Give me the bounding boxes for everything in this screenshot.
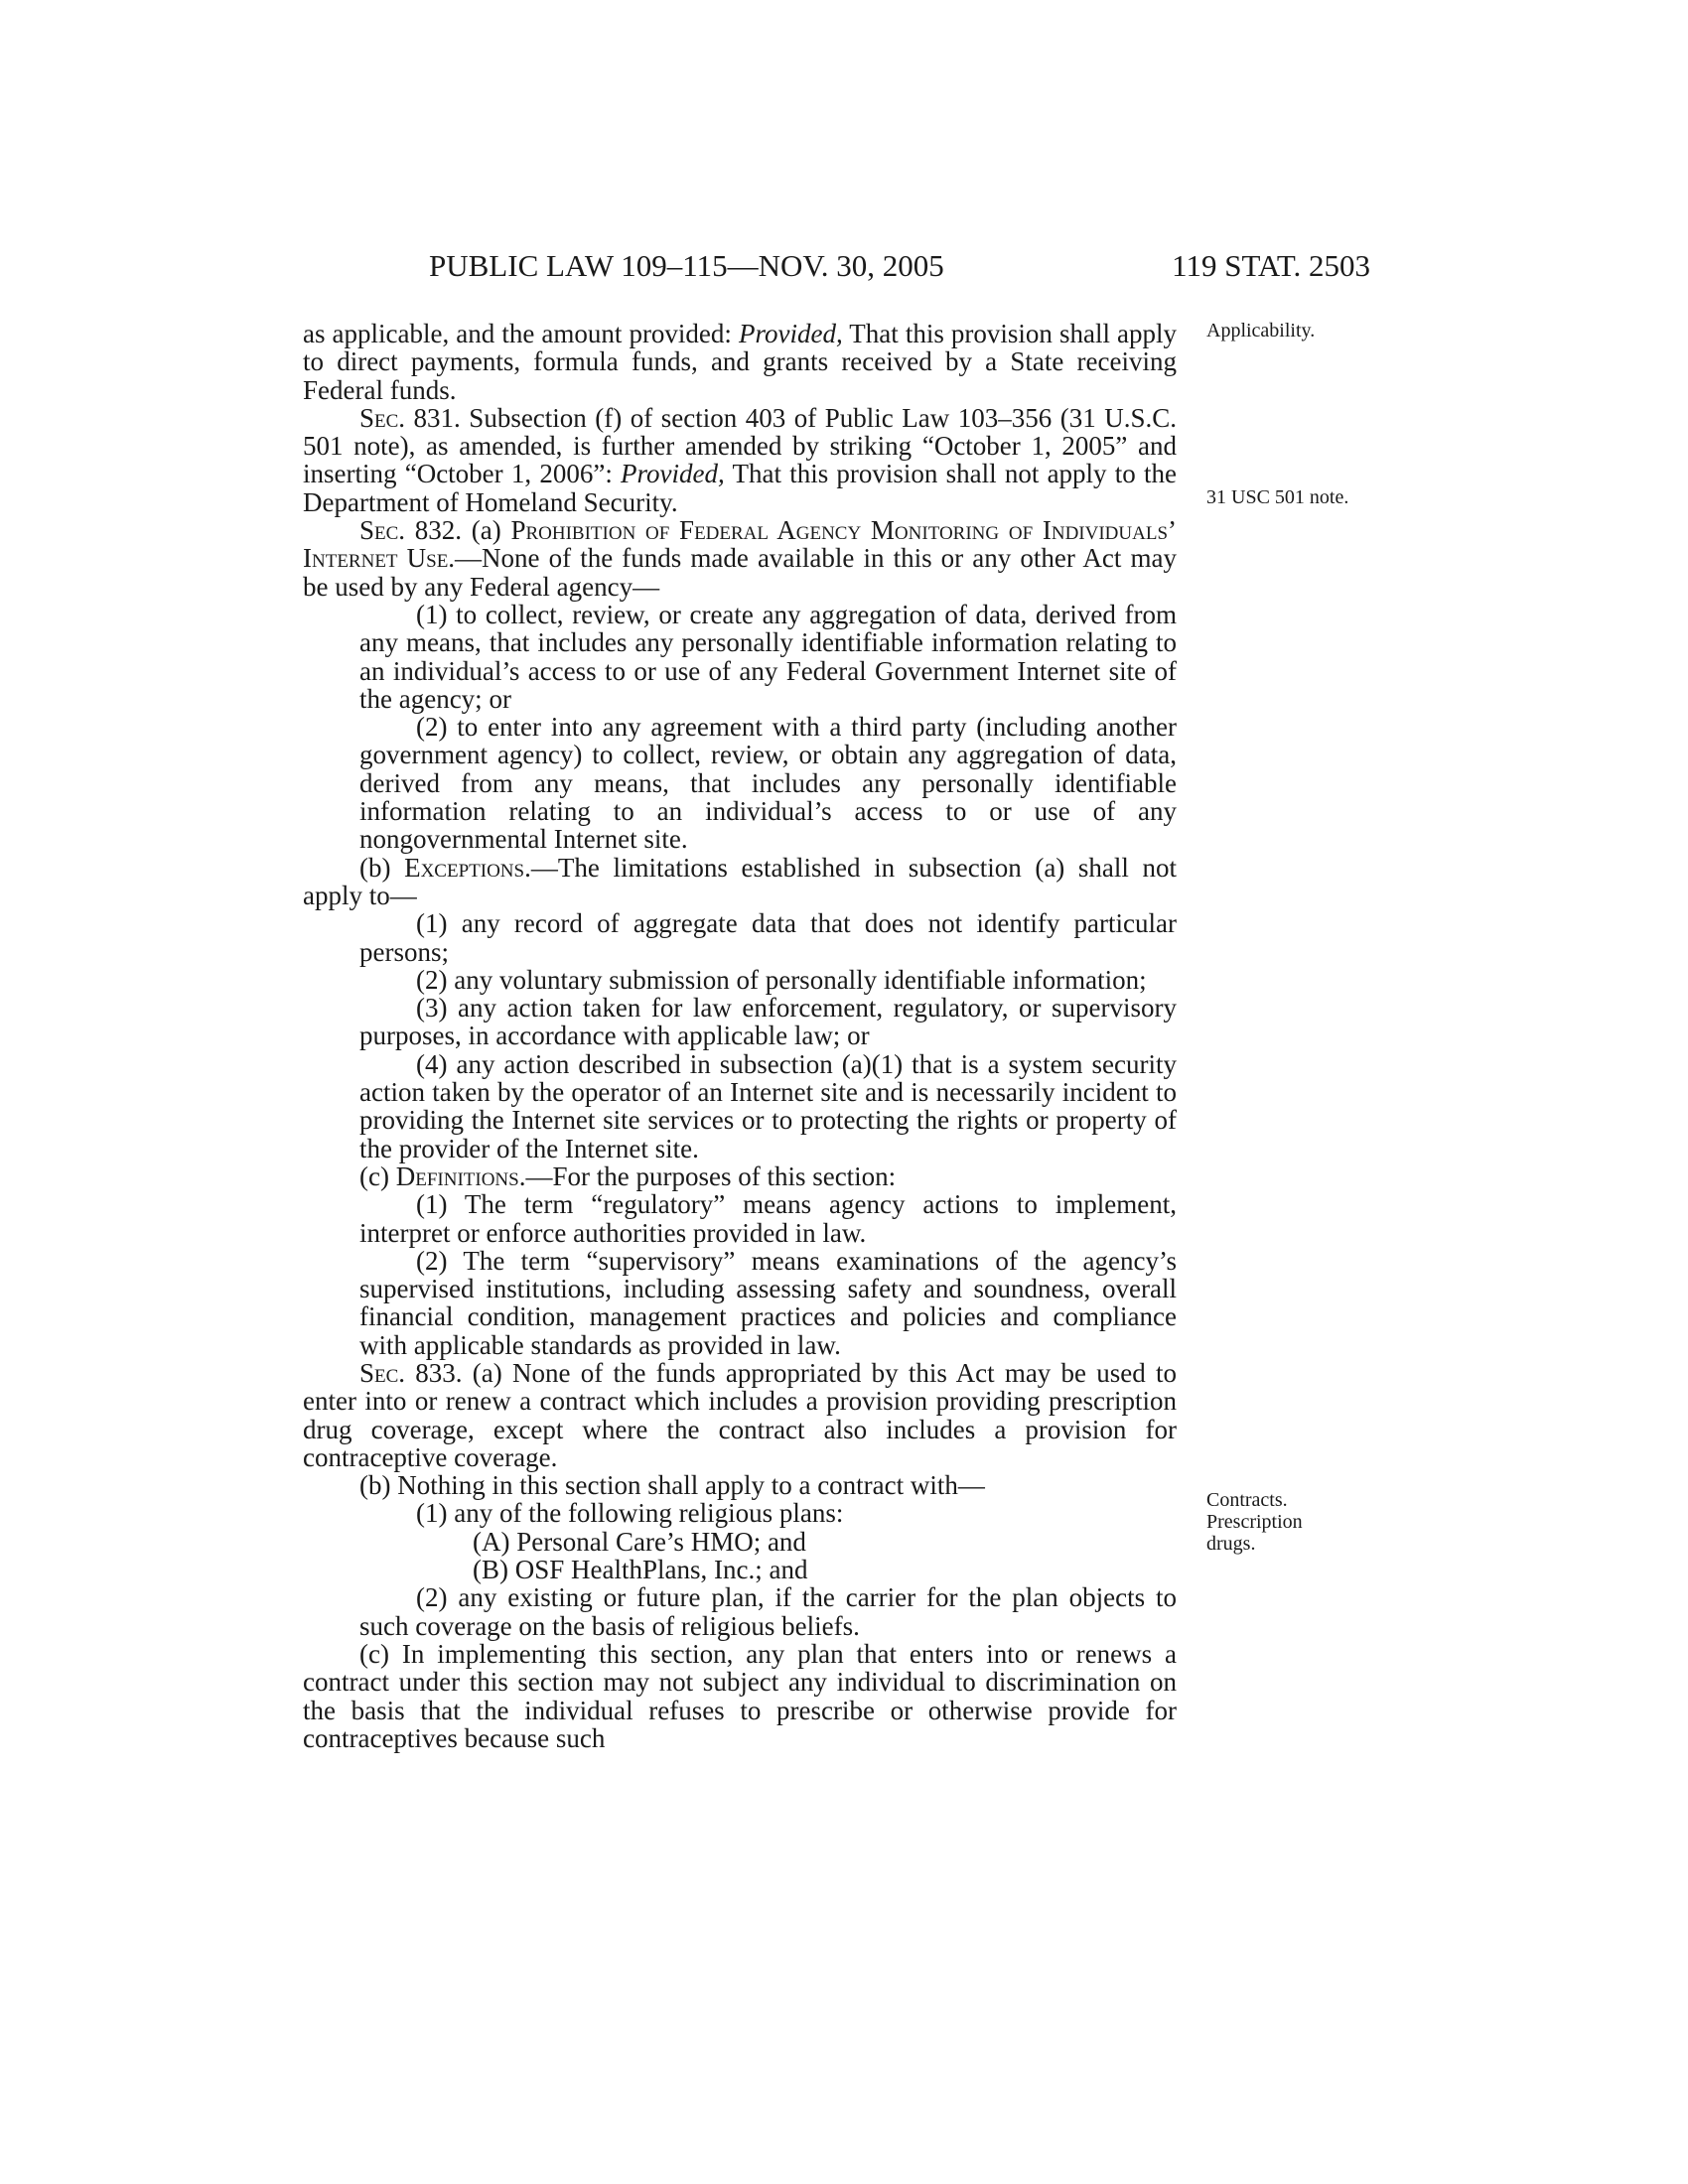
section-832-b3: (3) any action taken for law enforcement, regulatory, or supervisory purposes, in accordance with applicable law; or (359, 993, 1177, 1051)
section-832-b1: (1) any record of aggregate data that does not identify particular persons; (359, 908, 1177, 967)
marginal-note-applicability: Applicability. (1206, 320, 1316, 341)
section-832-b: (b) Exceptions.—The limitations established in subsection (a) shall not apply to— (303, 852, 1177, 910)
section-832-c2: (2) The term “supervisory” means examinations of the agency’s supervised institutions, including assessing safety and soundness, overall financial condition, management practices and policies and compliance with applicable standards as provided in law. (359, 1245, 1177, 1360)
section-832-b4: (4) any action described in subsection (a)(1) that is a system security action taken by the operator of an Internet site and is necessarily incident to providing the Internet site services or to protecting the rights or property of the provider of the Internet site. (359, 1048, 1177, 1163)
statute-page-number: 119 STAT. 2503 (1172, 248, 1370, 283)
section-833-c: (c) In implementing this section, any plan that enters into or renews a contract under this section may not subject any individual to discrimination on the basis that the individual refuses to prescribe or otherwise provide for contraceptives because such (303, 1638, 1177, 1753)
running-head: PUBLIC LAW 109–115—NOV. 30, 2005 (429, 248, 944, 283)
section-832-a2: (2) to enter into any agreement with a third party (including another government agency) to collect, review, or obtain any aggregation of data, derived from any means, that includes any personally identifiable information relating to an individual’s access to or use of any nongovernmental Internet site. (359, 712, 1177, 855)
section-833-b: (b) Nothing in this section shall apply to a contract with— (359, 1470, 985, 1501)
marginal-note-usc: 31 USC 501 note. (1206, 486, 1349, 508)
section-833-b1-B: (B) OSF HealthPlans, Inc.; and (473, 1555, 808, 1585)
section-832-a1: (1) to collect, review, or create any aggregation of data, derived from any means, that includes any personally identifiable information relating to an individual’s access to or use of any Federal Government Internet site of the agency; or (359, 599, 1177, 714)
section-833-b1: (1) any of the following religious plans: (416, 1498, 844, 1529)
section-833: Sec. 833. (a) None of the funds appropriated by this Act may be used to enter into or renew a contract which includes a provision providing prescription drug coverage, except where the contract also includes a provision for contraceptive coverage. (303, 1357, 1177, 1472)
section-832-b2: (2) any voluntary submission of personally identifiable information; (416, 964, 1147, 995)
paragraph-continuation: as applicable, and the amount provided: Provided, That this provision shall apply to direct payments, formula funds, and grants received by a State receiving Federal funds. (303, 319, 1177, 405)
section-833-b1-A: (A) Personal Care’s HMO; and (473, 1526, 806, 1557)
section-833-b2: (2) any existing or future plan, if the carrier for the plan objects to such coverage on the basis of religious beliefs. (359, 1582, 1177, 1641)
page-header (0, 246, 1688, 286)
statute-body (303, 320, 1177, 1752)
section-832-c1: (1) The term “regulatory” means agency actions to implement, interpret or enforce authorities provided in law. (359, 1189, 1177, 1248)
section-832: Sec. 832. (a) Prohibition of Federal Agency Monitoring of Individuals’ Internet Use.—None of the funds made available in this or any other Act may be used by any Federal agency— (303, 515, 1178, 602)
marginal-note-contracts: Contracts. Prescription drugs. (1206, 1489, 1303, 1555)
section-831: Sec. 831. Subsection (f) of section 403 of Public Law 103–356 (31 U.S.C. 501 note), as amended, is further amended by striking “October 1, 2005” and inserting “October 1, 2006”: Provided, That this provision shall not apply to the Department of Homeland Security. (303, 402, 1177, 517)
section-832-c: (c) Definitions.—For the purposes of this section: (359, 1160, 897, 1191)
